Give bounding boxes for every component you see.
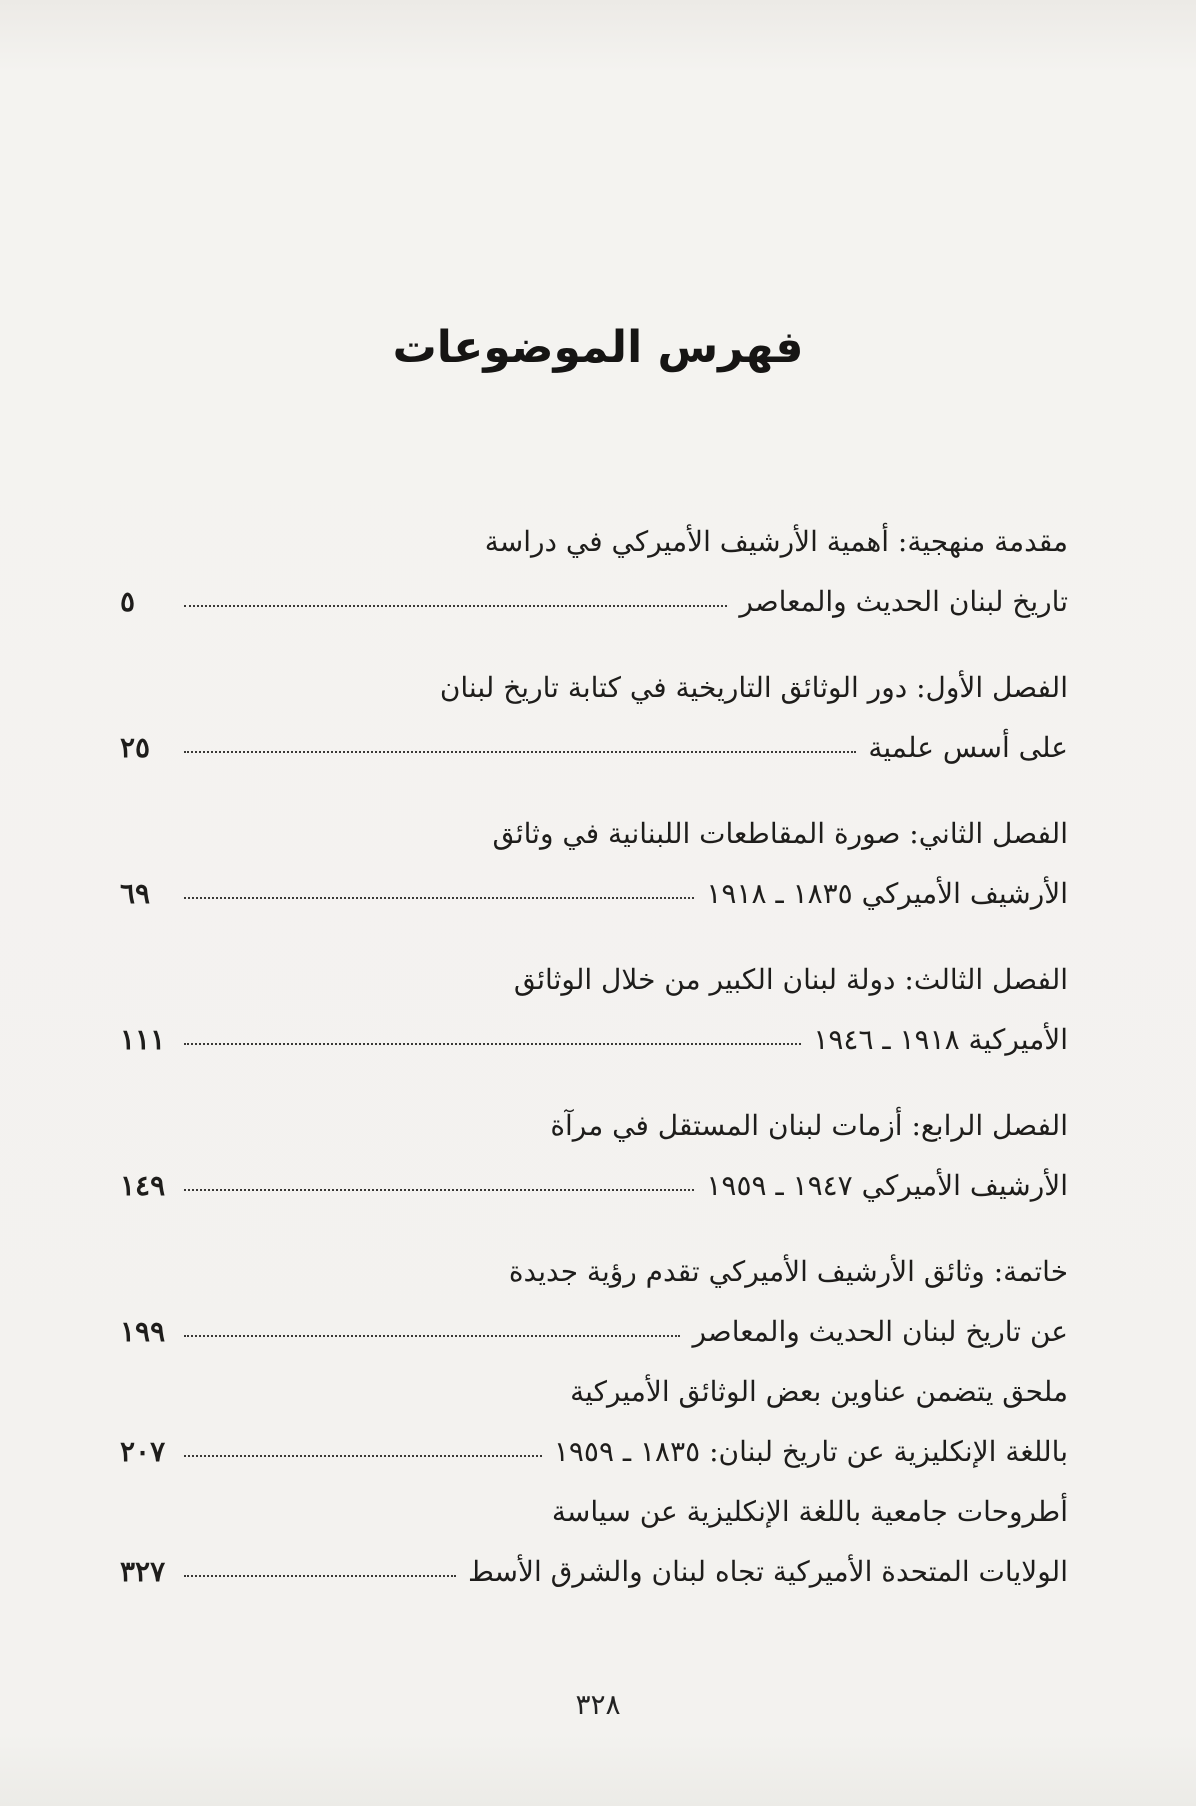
toc-entry-last-line: [120, 1302, 1068, 1362]
toc-page-number: ٢٥: [120, 731, 151, 764]
toc-entry-title-line: خاتمة: وثائق الأرشيف الأميركي تقدم رؤية جديدة: [508, 1255, 1068, 1288]
toc-entry-title-line: ملحق يتضمن عناوين بعض الوثائق الأميركية: [570, 1375, 1068, 1408]
toc-entry-title-line: باللغة الإنكليزية عن تاريخ لبنان: ١٨٣٥ ـ ١٩٥٩: [553, 1435, 1068, 1468]
dot-leader: [184, 1043, 801, 1045]
dot-leader: [184, 1335, 680, 1337]
toc-entry-last-line: [120, 1010, 1068, 1070]
page-title: فهرس الموضوعات: [392, 322, 804, 373]
toc-entry-title-line: الفصل الثاني: صورة المقاطعات اللبنانية في وثائق: [492, 817, 1068, 850]
dot-leader: [184, 751, 856, 753]
dot-leader: [184, 1575, 456, 1577]
toc-entry-title-line: الأرشيف الأميركي ١٨٣٥ ـ ١٩١٨: [706, 877, 1068, 910]
toc-page-number: ٦٩: [120, 877, 151, 910]
toc-entry: [120, 1482, 1068, 1602]
toc-entry-title-line: أطروحات جامعية باللغة الإنكليزية عن سياسة: [551, 1495, 1068, 1528]
toc-entry: [120, 804, 1068, 924]
toc-entry-last-line: [120, 572, 1068, 632]
toc-entry-title-line: على أسس علمية: [868, 731, 1068, 764]
toc-entry-title-line: عن تاريخ لبنان الحديث والمعاصر: [692, 1315, 1068, 1348]
toc-entry: [120, 950, 1068, 1070]
toc-entry-title-line: الفصل الرابع: أزمات لبنان المستقل في مرآة: [550, 1109, 1068, 1142]
toc-entry: [120, 1096, 1068, 1216]
toc-page-number: ٣٢٧: [120, 1555, 166, 1588]
toc-page-number: ١٤٩: [120, 1169, 166, 1202]
dot-leader: [184, 897, 694, 899]
toc-entry-title-line: مقدمة منهجية: أهمية الأرشيف الأميركي في دراسة: [484, 525, 1068, 558]
toc-entry-last-line: [120, 1542, 1068, 1602]
toc-entry-last-line: [120, 718, 1068, 778]
page-number: ٣٢٨: [575, 1688, 621, 1721]
toc-entry-title-line: الفصل الثالث: دولة لبنان الكبير من خلال الوثائق: [513, 963, 1068, 996]
toc-page-number: ١٩٩: [120, 1315, 166, 1348]
toc-page-number: ١١١: [120, 1023, 166, 1056]
toc-entry-title-line: تاريخ لبنان الحديث والمعاصر: [739, 585, 1068, 618]
table-of-contents: [120, 512, 1068, 1602]
toc-entry-title-line: الولايات المتحدة الأميركية تجاه لبنان والشرق الأسط: [467, 1555, 1068, 1588]
dot-leader: [184, 605, 727, 607]
toc-page-number: ٥: [120, 585, 136, 618]
toc-entry: [120, 1362, 1068, 1482]
toc-entry-title-line: الأميركية ١٩١٨ ـ ١٩٤٦: [813, 1023, 1068, 1056]
dot-leader: [184, 1189, 694, 1191]
toc-entry-last-line: [120, 1422, 1068, 1482]
toc-page-number: ٢٠٧: [120, 1435, 166, 1468]
toc-entry-title-line: الأرشيف الأميركي ١٩٤٧ ـ ١٩٥٩: [706, 1169, 1068, 1202]
toc-entry-last-line: [120, 864, 1068, 924]
toc-entry: [120, 1242, 1068, 1362]
toc-entry-last-line: [120, 1156, 1068, 1216]
toc-entry-title-line: الفصل الأول: دور الوثائق التاريخية في كتابة تاريخ لبنان: [439, 671, 1068, 704]
toc-entry: [120, 658, 1068, 778]
toc-entry: [120, 512, 1068, 632]
dot-leader: [184, 1455, 542, 1457]
